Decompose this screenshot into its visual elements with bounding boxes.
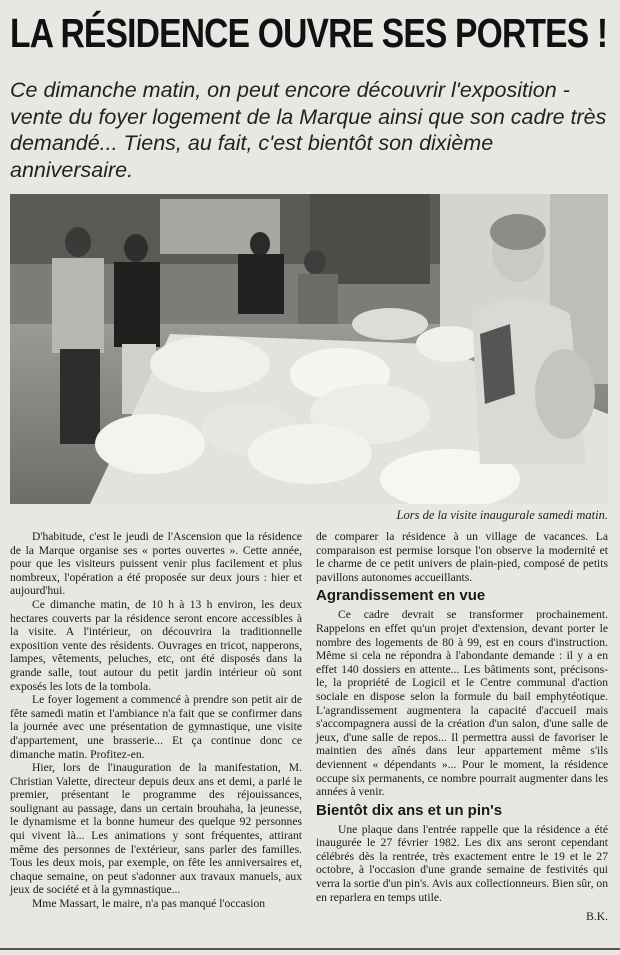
article-lead: Ce dimanche matin, on peut encore découvrir l'exposition - vente du foyer logement de la Marque ainsi que son cadre très demandé... Tiens, au fait, c'est bientôt son dixième anniversaire. xyxy=(10,78,607,182)
paragraph: Ce cadre devrait se transformer prochainement. Rappelons en effet qu'un projet d'extension, devant porter le nombre des logements de 80 à 99, est en cours d'instruction. Même si cela ne répondra à l'abondante demande : il y a en effet 140 dossiers en attente... Les bâtiments sont, précisons-le, la propriété de Logicil et le Centre communal d'action sociale en dispose selon la formule du bail emphytéotique. L'agrandissement augmentera la capacité d'accueil mais s'accompagnera aussi de la création d'un salon, d'une salle de jeux, d'une salle de repos... Il permettra aussi de favoriser le maintien des aînés dans leur appartement même s'ils deviennent « dépendants »... Pour le moment, la résidence occupe six permanents, ce nombre pourrait augmenter dans les années à venir. xyxy=(316,608,608,799)
photo-caption: Lors de la visite inaugurale samedi matin. xyxy=(396,508,608,522)
paragraph: Le foyer logement a commencé à prendre son petit air de fête samedi matin et l'ambiance n'a fait que se confirmer dans la journée avec une présentation de gymnastique, une visite d'appartement, une brasserie... Et ça continue donc ce dimanche matin. Profitez-en. xyxy=(10,693,302,761)
photo-illustration xyxy=(10,194,608,504)
article-photo xyxy=(10,194,608,504)
paragraph: Ce dimanche matin, de 10 h à 13 h environ, les deux hectares couverts par la résidence seront encore accessibles à la visite. A l'intérieur, on découvrira la traditionnelle exposition vente des résidents. Ouvrages en tricot, napperons, lampes, vêtements, peluches, etc, ont été disposés dans la grande salle, tout autour du petit jardin intérieur où sont exposés les lots de la tombola. xyxy=(10,597,302,693)
paragraph: Hier, lors de l'inauguration de la manifestation, M. Christian Valette, directeur depuis deux ans et demi, a parlé le premier, présentant le programme des réjouissances, soulignant au passage, dans un certain brouhaha, la jeunesse, le dynamisme et la bonne humeur des quelque 92 personnes qui vivent là... Les animations y sont fréquentes, attirant même des personnes de l'extérieur, sans parler des familles. Tous les deux mois, par exemple, on fête les anniversaires et, chaque semaine, on peut s'adonner aux travaux manuels, aux jeux de société et à la gymnastique... xyxy=(10,761,302,897)
paragraph: Mme Massart, le maire, n'a pas manqué l'occasion xyxy=(32,897,266,911)
paragraph: Une plaque dans l'entrée rappelle que la résidence a été inaugurée le 27 février 1982. Les dix ans seront cependant célébrés dès la rentrée, très exactement entre le 19 et le 27 octobre, à l'occasion d'une grande semaine de festivités qui verra la sortie d'un pin's. Avis aux collectionneurs. Bien sûr, on en reparlera en temps utile. xyxy=(316,822,608,904)
left-column xyxy=(10,530,302,911)
right-column xyxy=(316,530,608,924)
paragraph: de comparer la résidence à un village de vacances. La comparaison est permise lorsque l'on observe la modernité et le charme de ce petit univers de plain-pied, composé de petits pavillons autonomes accueillants. xyxy=(316,530,608,584)
subheading-dix-ans: Bientôt dix ans et un pin's xyxy=(316,801,503,819)
bottom-rule xyxy=(0,948,620,950)
paragraph: D'habitude, c'est le jeudi de l'Ascension que la résidence de la Marque organise ses « portes ouvertes ». Cette année, pour que les visiteurs puissent venir plus facilement et plus nombreux, l'opération a été proposée sur deux jours : hier et aujourd'hui. xyxy=(10,530,302,598)
article-headline: LA RÉSIDENCE OUVRE SES PORTES ! xyxy=(10,10,608,56)
subheading-agrandissement: Agrandissement en vue xyxy=(316,587,486,605)
author-signature: B.K. xyxy=(586,910,608,924)
